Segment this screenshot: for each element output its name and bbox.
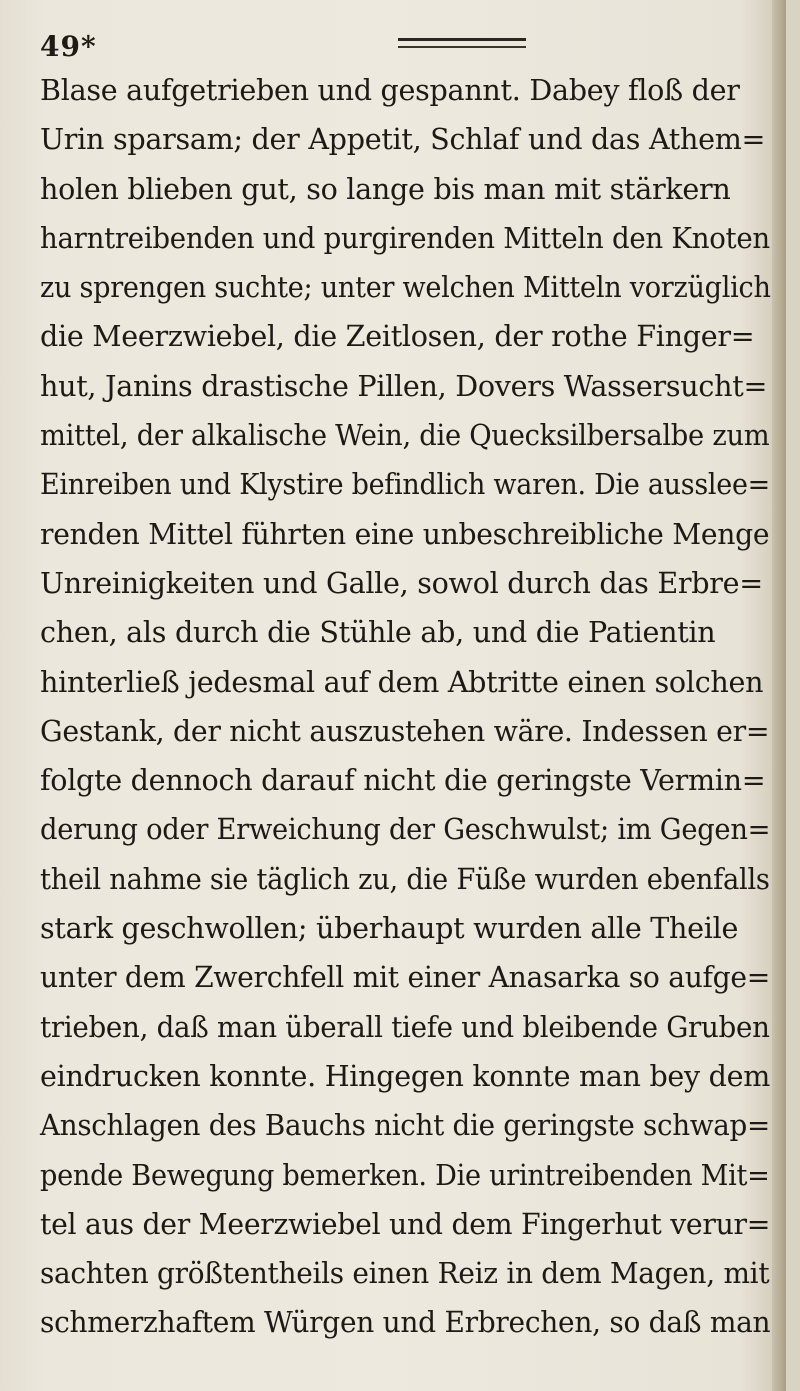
text-line: holen blieben gut, so lange bis man mit stärkern	[40, 171, 731, 206]
text-line: tel aus der Meerzwiebel und dem Fingerhut verur=	[40, 1206, 771, 1241]
text-line: Blase aufgetrieben und gespannt. Dabey floß der	[40, 73, 740, 107]
text-line: Unreinigkeiten und Galle, sowol durch das Erbre=	[40, 565, 763, 600]
text-line: Gestank, der nicht auszustehen wäre. Indessen er=	[40, 713, 770, 748]
text-line: harntreibenden und purgirenden Mitteln den Knoten	[40, 220, 770, 255]
text-line: unter dem Zwerchfell mit einer Anasarka so aufge=	[40, 960, 771, 995]
text-line: mittel, der alkalische Wein, die Quecksilbersalbe zum	[40, 418, 770, 453]
text-line: pende Bewegung bemerken. Die urintreibenden Mit=	[40, 1157, 770, 1192]
text-line: hut, Janins drastische Pillen, Dovers Wassersucht=	[40, 368, 768, 403]
text-line: chen, als durch die Stühle ab, und die Patientin	[40, 615, 716, 650]
page-edge	[772, 0, 786, 1391]
text-line: Urin sparsam; der Appetit, Schlaf und das Athem=	[40, 122, 766, 157]
text-line: stark geschwollen; überhaupt wurden alle Theile	[40, 911, 739, 946]
text-line: folgte dennoch darauf nicht die geringste Vermin=	[40, 763, 766, 798]
body-text	[40, 66, 780, 1348]
text-line: Anschlagen des Bauchs nicht die geringste schwap=	[40, 1108, 770, 1143]
header-rule	[398, 38, 526, 41]
text-line: trieben, daß man überall tiefe und bleibende Gruben	[40, 1009, 770, 1044]
text-line: zu sprengen suchte; unter welchen Mitteln vorzüglich	[40, 270, 771, 305]
text-line: schmerzhaftem Würgen und Erbrechen, so daß man	[40, 1305, 771, 1340]
text-line: Einreiben und Klystire befindlich waren. Die ausslee=	[40, 467, 771, 502]
text-line: die Meerzwiebel, die Zeitlosen, der rothe Finger=	[40, 319, 755, 354]
header-rule-second	[398, 46, 526, 48]
page-number: 49*	[40, 30, 97, 63]
text-line: sachten größtentheils einen Reiz in dem Magen, mit	[40, 1256, 770, 1291]
text-line: renden Mittel führten eine unbeschreibliche Menge	[40, 516, 770, 551]
text-line: eindrucken konnte. Hingegen konnte man bey dem	[40, 1058, 771, 1093]
text-line: derung oder Erweichung der Geschwulst; im Gegen=	[40, 812, 771, 847]
text-line: hinterließ jedesmal auf dem Abtritte einen solchen	[40, 664, 764, 699]
text-line: theil nahme sie täglich zu, die Füße wurden ebenfalls	[40, 861, 770, 896]
